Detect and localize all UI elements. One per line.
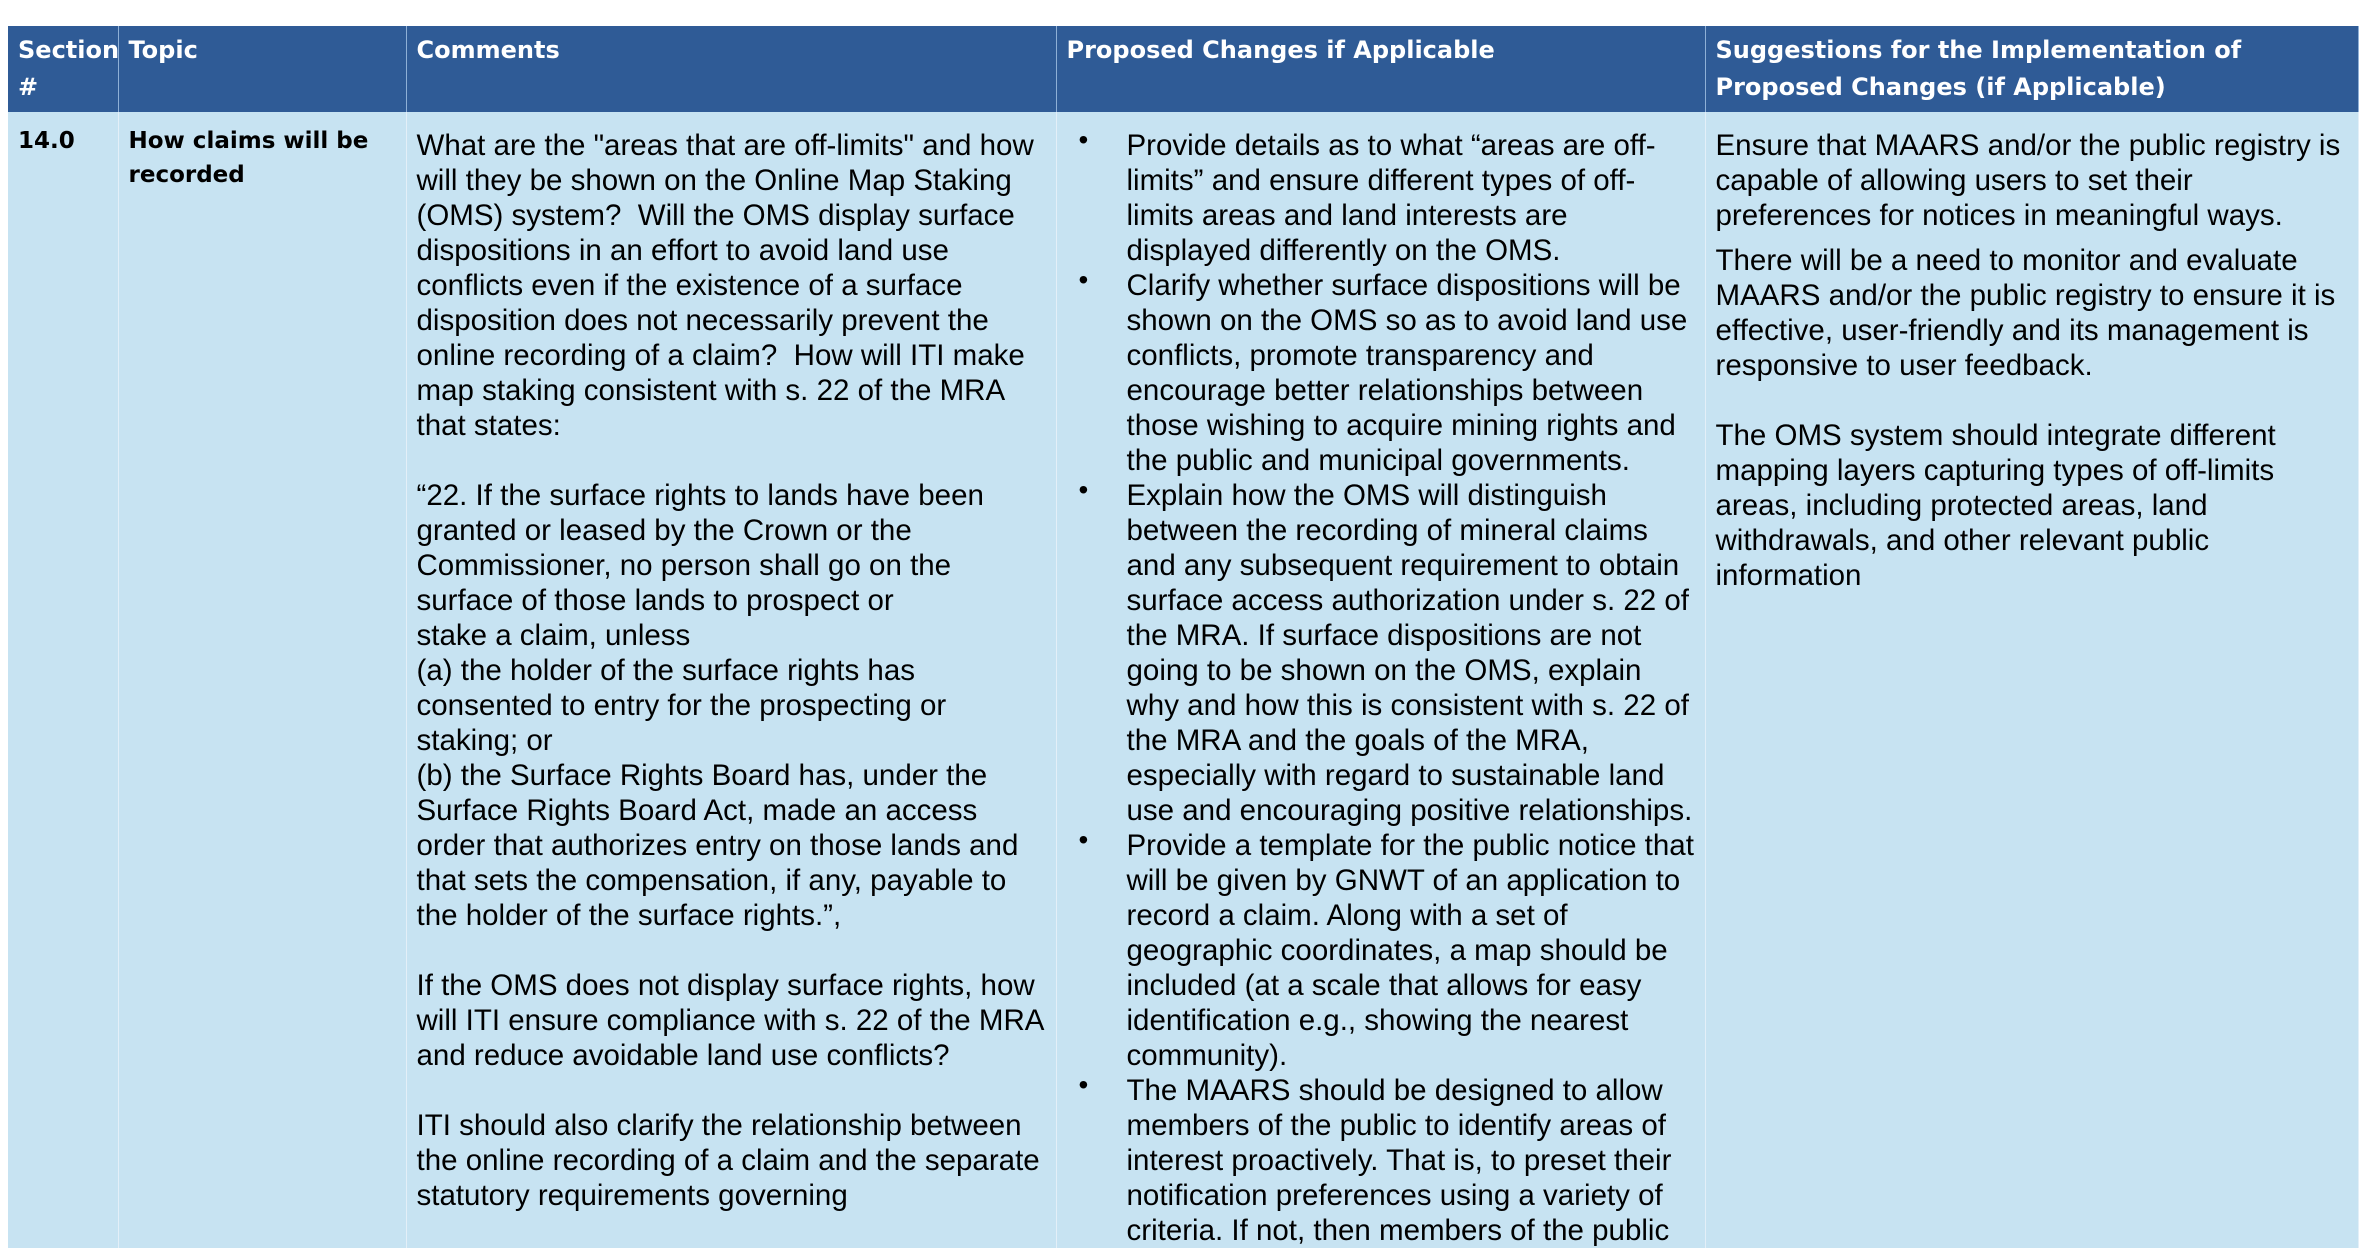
- header-topic: Topic: [118, 26, 406, 112]
- comment-paragraph: (a) the holder of the surface rights has consented to entry for the prospecting or staking; or: [416, 654, 955, 757]
- header-comments: Comments: [406, 26, 1056, 112]
- proposed-changes-list: [1067, 124, 1697, 1248]
- comment-paragraph: ITI should also clarify the relationship between the online recording of a claim and the separate statutory requirements governing: [416, 1109, 1048, 1212]
- cell-topic: How claims will be recorded: [118, 112, 406, 1248]
- comment-paragraph: If the OMS does not display surface rights, how will ITI ensure compliance with s. 22 of the MRA and reduce avoidable land use conflicts?: [416, 969, 1052, 1072]
- comments-table-viewport: [8, 26, 2358, 1247]
- comment-paragraph: [417, 1073, 1046, 1108]
- cell-suggestions: [1705, 112, 2358, 1248]
- list-item: [1067, 124, 1697, 268]
- bullet-dot-icon: •: [1078, 474, 1089, 505]
- bullet-dot-icon: •: [1078, 124, 1089, 155]
- header-section: Section #: [8, 26, 118, 112]
- comment-paragraph: [417, 933, 1046, 968]
- suggestion-paragraph: Ensure that MAARS and/or the public registry is capable of allowing users to set their preferences for notices in meaningful ways.: [1715, 129, 2349, 232]
- cell-comments: [406, 112, 1056, 1248]
- table-row: [8, 112, 2358, 1248]
- list-item-text: Provide a template for the public notice that will be given by GNWT of an application to record a claim. Along with a set of geographic coordinates, a map should be included (at a scale that allows for easy identification e.g., showing the nearest community).: [1126, 829, 1694, 1072]
- suggestion-paragraph: There will be a need to monitor and evaluate MAARS and/or the public registry to ensure it is effective, user-friendly and its management is responsive to user feedback.: [1715, 244, 2344, 382]
- cell-proposed-changes: [1056, 112, 1705, 1248]
- suggestion-paragraph: The OMS system should integrate different mapping layers capturing types of off-limits areas, including protected areas, land withdrawals, and other relevant public information: [1715, 419, 2284, 592]
- comment-paragraph: stake a claim, unless: [416, 619, 691, 652]
- bullet-dot-icon: •: [1078, 1069, 1089, 1100]
- list-item-text: Provide details as to what “areas are off-limits” and ensure different types of off-limits areas and land interests are displayed differently on the OMS.: [1126, 129, 1656, 267]
- list-item: [1067, 1069, 1697, 1248]
- comment-paragraph: What are the "areas that are off-limits" and how will they be shown on the Online Map Staking (OMS) system? Will the OMS display surface dispositions in an effort to avoid land use conflicts even if the existence of a surface disposition does not necessarily prevent the online recording of a claim? How will ITI make map staking consistent with s. 22 of the MRA that states:: [416, 129, 1042, 442]
- comments-table: [8, 26, 2359, 1248]
- bullet-dot-icon: •: [1078, 824, 1089, 855]
- table-header-row: [8, 26, 2358, 112]
- list-item: [1067, 264, 1697, 478]
- comment-paragraph: (b) the Surface Rights Board has, under the Surface Rights Board Act, made an access order that authorizes entry on those lands and that sets the compensation, if any, payable to the holder of the surface rights.”,: [416, 759, 1027, 932]
- header-suggestions: Suggestions for the Implementation of Proposed Changes (if Applicable): [1705, 26, 2358, 112]
- suggestion-paragraph: [1716, 383, 2348, 418]
- list-item: [1067, 824, 1697, 1073]
- comment-paragraph: [417, 443, 1046, 478]
- bullet-dot-icon: •: [1078, 264, 1089, 295]
- comment-paragraph: “22. If the surface rights to lands have been granted or leased by the Crown or the Commissioner, no person shall go on the surface of those lands to prospect or: [416, 479, 993, 617]
- list-item-text: Clarify whether surface dispositions will be shown on the OMS so as to avoid land use conflicts, promote transparency and encourage better relationships between those wishing to acquire mining rights and the public and municipal governments.: [1126, 269, 1688, 477]
- list-item-text: Explain how the OMS will distinguish between the recording of mineral claims and any subsequent requirement to obtain surface access authorization under s. 22 of the MRA. If surface dispositions are not going to be shown on the OMS, explain why and how this is consistent with s. 22 of the MRA and the goals of the MRA, especially with regard to sustainable land use and encouraging positive relationships.: [1126, 479, 1693, 827]
- header-proposed-changes: Proposed Changes if Applicable: [1056, 26, 1705, 112]
- list-item-text: The MAARS should be designed to allow members of the public to identify areas of interest proactively. That is, to preset their notification preferences using a variety of criteria. If not, then members of the public: [1126, 1074, 1672, 1247]
- list-item: [1067, 474, 1697, 828]
- cell-section-number: 14.0: [8, 112, 118, 1248]
